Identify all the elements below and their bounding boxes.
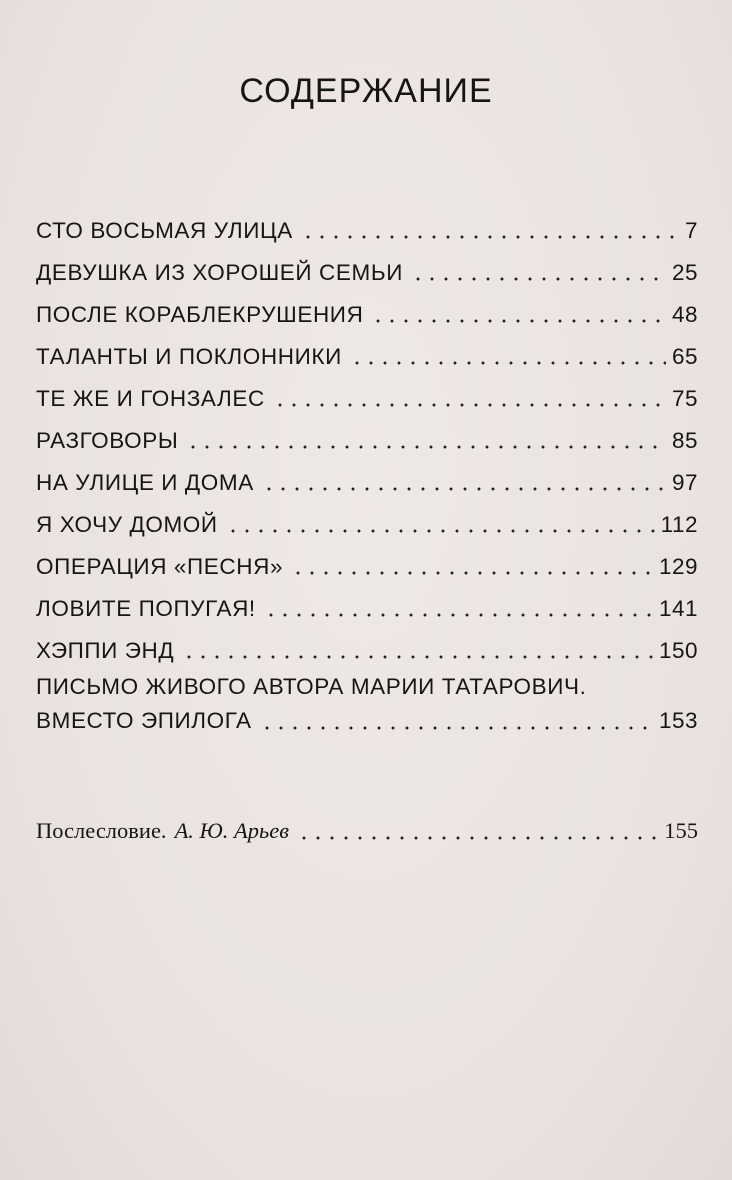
toc-entry-page: 129 [658, 553, 698, 579]
toc-entry [36, 200, 698, 242]
toc-entry-label: ТЕ ЖЕ И ГОНЗАЛЕС [36, 385, 265, 411]
toc-entry [36, 494, 698, 536]
page-title: СОДЕРЖАНИЕ [239, 72, 493, 110]
toc-entry-label-line1: ПИСЬМО ЖИВОГО АВТОРА МАРИИ ТАТАРОВИЧ. [36, 674, 587, 699]
dot-leader [297, 836, 658, 840]
dot-leader [264, 613, 653, 617]
dot-leader [291, 571, 653, 575]
toc-entry-label: РАЗГОВОРЫ [36, 427, 179, 453]
toc-entry-label: ТАЛАНТЫ И ПОКЛОННИКИ [36, 343, 342, 369]
dot-leader [186, 445, 666, 449]
toc-entry [36, 410, 698, 452]
toc-entry [36, 620, 698, 662]
toc-entry [36, 284, 698, 326]
toc-entry-page: 112 [660, 511, 698, 537]
dot-leader [260, 726, 653, 730]
toc-entry [36, 368, 698, 410]
toc-entry-epilogue [36, 676, 698, 733]
toc-entry-label: Я ХОЧУ ДОМОЙ [36, 511, 218, 537]
toc-entry-label: ЛОВИТЕ ПОПУГАЯ! [36, 595, 256, 621]
toc-entry [36, 536, 698, 578]
toc-entry-page: 65 [671, 343, 698, 369]
toc-entry-page: 150 [658, 637, 698, 663]
toc-entry-page: 7 [684, 217, 698, 243]
table-of-contents [36, 200, 698, 733]
dot-leader [371, 319, 666, 323]
toc-entry [36, 242, 698, 284]
dot-leader [301, 235, 679, 239]
toc-entry-page: 97 [671, 469, 698, 495]
toc-entry-label: СТО ВОСЬМАЯ УЛИЦА [36, 217, 293, 243]
toc-entry-label: НА УЛИЦЕ И ДОМА [36, 469, 254, 495]
toc-entry-page: 48 [671, 301, 698, 327]
dot-leader [182, 655, 653, 659]
toc-entry-label-line2: ВМЕСТО ЭПИЛОГА [36, 708, 252, 733]
toc-entry-label: ХЭППИ ЭНД [36, 637, 175, 663]
toc-entry-label: ОПЕРАЦИЯ «ПЕСНЯ» [36, 553, 284, 579]
toc-entry-label: ПОСЛЕ КОРАБЛЕКРУШЕНИЯ [36, 301, 364, 327]
toc-entry-page: 141 [658, 595, 698, 621]
toc-entry-label: ДЕВУШКА ИЗ ХОРОШЕЙ СЕМЬИ [36, 259, 403, 285]
toc-entry-page: 25 [671, 259, 698, 285]
toc-entry-page: 85 [671, 427, 698, 453]
dot-leader [262, 487, 666, 491]
toc-entry-page: 75 [671, 385, 698, 411]
dot-leader [411, 277, 666, 281]
dot-leader [273, 403, 666, 407]
toc-entry-page: 153 [658, 708, 698, 733]
toc-entry [36, 578, 698, 620]
dot-leader [350, 361, 666, 365]
afterword-label: Послесловие. [36, 818, 167, 843]
toc-entry [36, 326, 698, 368]
dot-leader [226, 529, 655, 533]
toc-entry-line2 [36, 710, 698, 733]
toc-entry-afterword [36, 818, 698, 844]
afterword-author: А. Ю. Арьев [174, 818, 290, 843]
afterword-page: 155 [664, 818, 698, 843]
toc-entry [36, 452, 698, 494]
